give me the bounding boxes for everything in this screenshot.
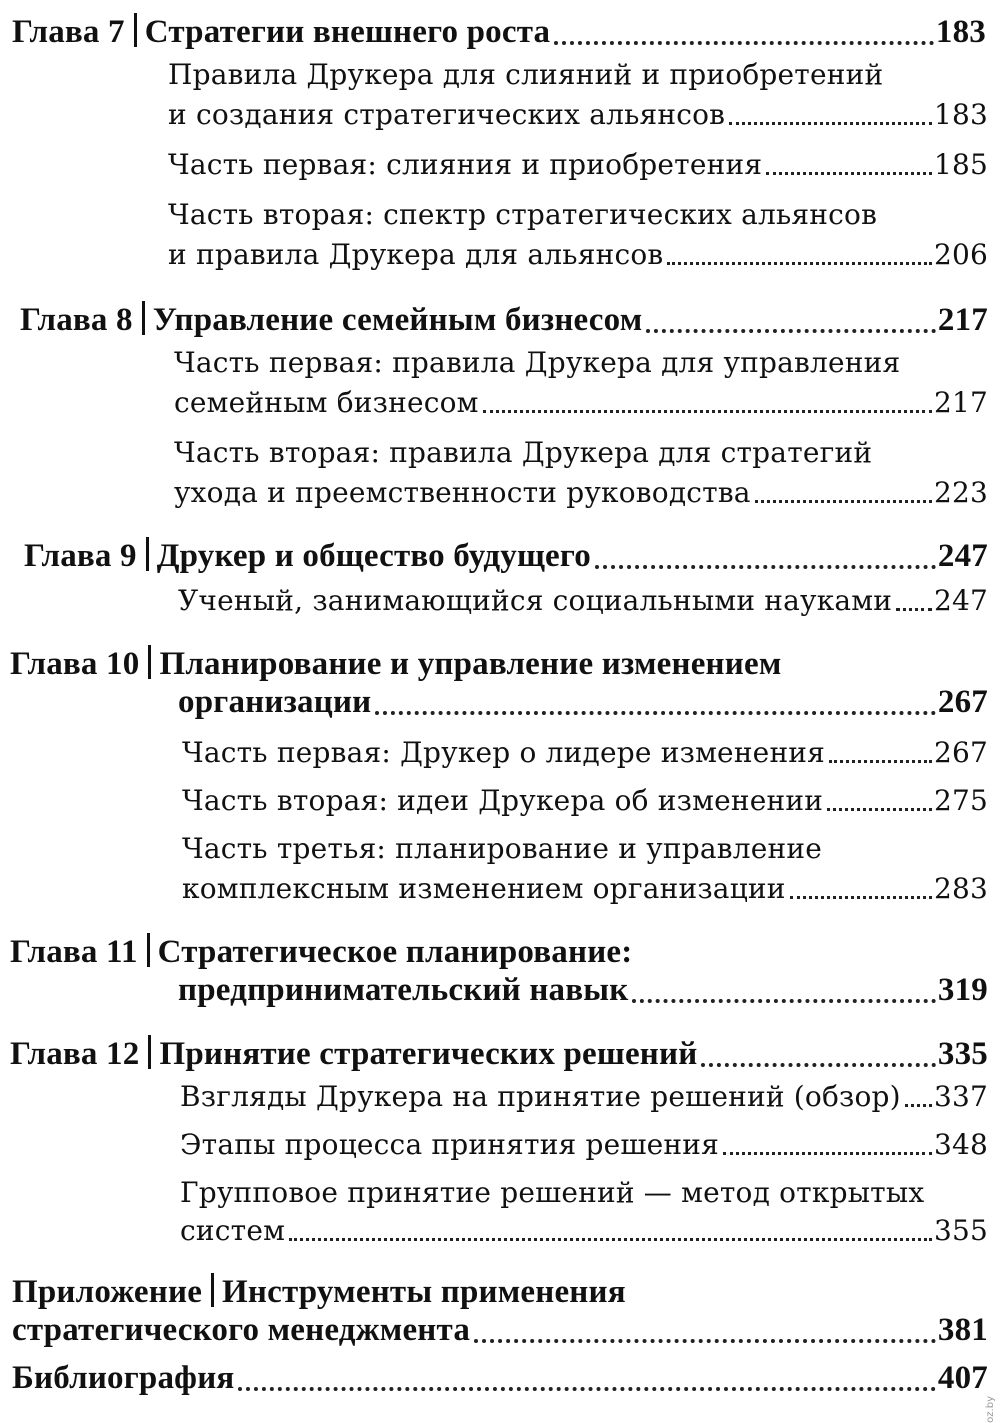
toc-entry-appendix[interactable]: [12, 1268, 626, 1311]
section-title-line-1: Часть первая: правила Друкера для управления: [174, 346, 901, 379]
toc-section[interactable]: [174, 386, 988, 419]
section-title: Этапы процесса принятия решения: [180, 1128, 720, 1161]
toc-section[interactable]: [174, 476, 988, 509]
chapter-title-line-1: Стратегическое планирование:: [157, 934, 633, 970]
page-number: 183: [935, 14, 986, 50]
page-number: 348: [933, 1128, 988, 1161]
section-title-line-2: и правила Друкера для альянсов: [168, 238, 664, 271]
toc-entry-chapter-10[interactable]: [10, 640, 782, 683]
dot-leader: [827, 807, 932, 811]
toc-entry-chapter-11[interactable]: [10, 928, 632, 971]
page-number: 247: [933, 584, 988, 617]
chapter-title-line-2: предпринимательский навык: [178, 972, 629, 1008]
dot-leader: [375, 710, 936, 715]
section-title-line-2: систем: [180, 1214, 286, 1247]
dot-leader: [896, 607, 932, 611]
toc-entry-chapter-12[interactable]: [10, 1030, 988, 1073]
toc-section[interactable]: [174, 346, 900, 379]
chapter-title: Стратегии внешнего роста: [144, 14, 551, 50]
appendix-label: Приложение: [12, 1274, 203, 1310]
page-number: 381: [937, 1312, 988, 1348]
dot-leader: [595, 564, 936, 569]
appendix-title-line-2: стратегического менеджмента: [12, 1312, 471, 1348]
toc-section[interactable]: [168, 58, 883, 91]
page-number: 206: [933, 238, 988, 271]
toc-section[interactable]: [180, 1128, 988, 1161]
chapter-title: Друкер и общество будущего: [156, 538, 591, 574]
toc-section[interactable]: [182, 832, 822, 865]
dot-leader: [701, 1062, 935, 1067]
toc-section[interactable]: [168, 148, 988, 181]
toc-entry-chapter-9[interactable]: [24, 532, 988, 575]
chapter-label: Глава 11: [10, 934, 138, 970]
toc-entry-bibliography[interactable]: [12, 1360, 988, 1397]
page-number: 267: [937, 684, 988, 720]
section-title-line-1: Правила Друкера для слияний и приобретений: [168, 58, 884, 91]
dot-leader: [829, 759, 932, 763]
chapter-title-line-1: Планирование и управление изменением: [159, 646, 782, 682]
page-number: 335: [937, 1036, 988, 1072]
section-title-line-1: Часть вторая: правила Друкера для стратегий: [174, 436, 873, 469]
section-title-line-1: Групповое принятие решений — метод открытых: [180, 1176, 925, 1209]
page-number: 319: [937, 972, 988, 1008]
section-title: Часть вторая: идеи Друкера об изменении: [182, 784, 824, 817]
chapter-separator: [142, 301, 145, 335]
dot-leader: [289, 1237, 932, 1241]
section-title: Ученый, занимающийся социальными науками: [178, 584, 893, 617]
chapter-title: Принятие стратегических решений: [159, 1036, 698, 1072]
chapter-separator: [147, 933, 150, 967]
toc-section[interactable]: [174, 436, 872, 469]
toc-section[interactable]: [180, 1176, 924, 1209]
section-title-line-2: комплексным изменением организации: [182, 872, 786, 905]
page-number: 407: [937, 1360, 988, 1396]
watermark: oz.by: [985, 1396, 996, 1423]
section-title-line-2: и создания стратегических альянсов: [168, 98, 726, 131]
dot-leader: [729, 121, 932, 125]
toc-section[interactable]: [182, 872, 988, 905]
chapter-label: Глава 7: [12, 14, 125, 50]
dot-leader: [667, 261, 932, 265]
toc-entry-chapter-8[interactable]: [20, 296, 988, 339]
toc-entry-appendix-cont[interactable]: [12, 1312, 988, 1349]
chapter-label: Глава 10: [10, 646, 140, 682]
dot-leader: [646, 328, 935, 333]
section-title: Часть первая: слияния и приобретения: [168, 148, 763, 181]
toc-entry-chapter-10-cont[interactable]: [178, 684, 988, 721]
toc-section[interactable]: [182, 784, 988, 817]
chapter-separator: [146, 537, 149, 571]
page-number: 267: [933, 736, 988, 769]
chapter-label: Глава 12: [10, 1036, 140, 1072]
dot-leader: [755, 499, 932, 503]
toc-section[interactable]: [180, 1080, 988, 1113]
toc-section[interactable]: [182, 736, 988, 769]
chapter-separator: [148, 645, 151, 679]
dot-leader: [723, 1151, 932, 1155]
dot-leader: [554, 40, 934, 45]
dot-leader: [790, 895, 932, 899]
section-title-line-1: Часть вторая: спектр стратегических альянсов: [168, 198, 878, 231]
dot-leader: [905, 1103, 932, 1107]
page-number: 223: [933, 476, 988, 509]
toc-section[interactable]: [180, 1214, 988, 1247]
chapter-label: Глава 8: [20, 302, 133, 338]
page-number: 217: [933, 386, 988, 419]
chapter-separator: [211, 1273, 214, 1307]
toc-section[interactable]: [178, 584, 988, 617]
chapter-title: Управление семейным бизнесом: [152, 302, 643, 338]
dot-leader: [632, 998, 935, 1003]
chapter-separator: [148, 1035, 151, 1069]
section-title: Часть первая: Друкер о лидере изменения: [182, 736, 826, 769]
toc-entry-chapter-7[interactable]: [12, 8, 986, 51]
dot-leader: [483, 409, 932, 413]
dot-leader: [238, 1386, 935, 1391]
toc-section[interactable]: [168, 238, 988, 271]
page-number: 283: [933, 872, 988, 905]
dot-leader: [474, 1338, 936, 1343]
page-number: 217: [937, 302, 988, 338]
dot-leader: [766, 171, 932, 175]
page-number: 247: [937, 538, 988, 574]
toc-section[interactable]: [168, 98, 988, 131]
page-number: 275: [933, 784, 988, 817]
page-number: 337: [933, 1080, 988, 1113]
section-title-line-2: ухода и преемственности руководства: [174, 476, 751, 509]
section-title: Взгляды Друкера на принятие решений (обзор): [180, 1080, 901, 1113]
page-number: 183: [933, 98, 988, 131]
page-number: 355: [933, 1214, 988, 1247]
chapter-title-line-2: организации: [178, 684, 372, 720]
bibliography-title: Библиография: [12, 1360, 235, 1396]
toc-section[interactable]: [168, 198, 877, 231]
page-number: 185: [933, 148, 988, 181]
chapter-label: Глава 9: [24, 538, 137, 574]
appendix-title-line-1: Инструменты применения: [222, 1274, 626, 1310]
chapter-separator: [134, 13, 137, 47]
toc-entry-chapter-11-cont[interactable]: [178, 972, 988, 1009]
section-title-line-1: Часть третья: планирование и управление: [182, 832, 823, 865]
section-title-line-2: семейным бизнесом: [174, 386, 479, 419]
